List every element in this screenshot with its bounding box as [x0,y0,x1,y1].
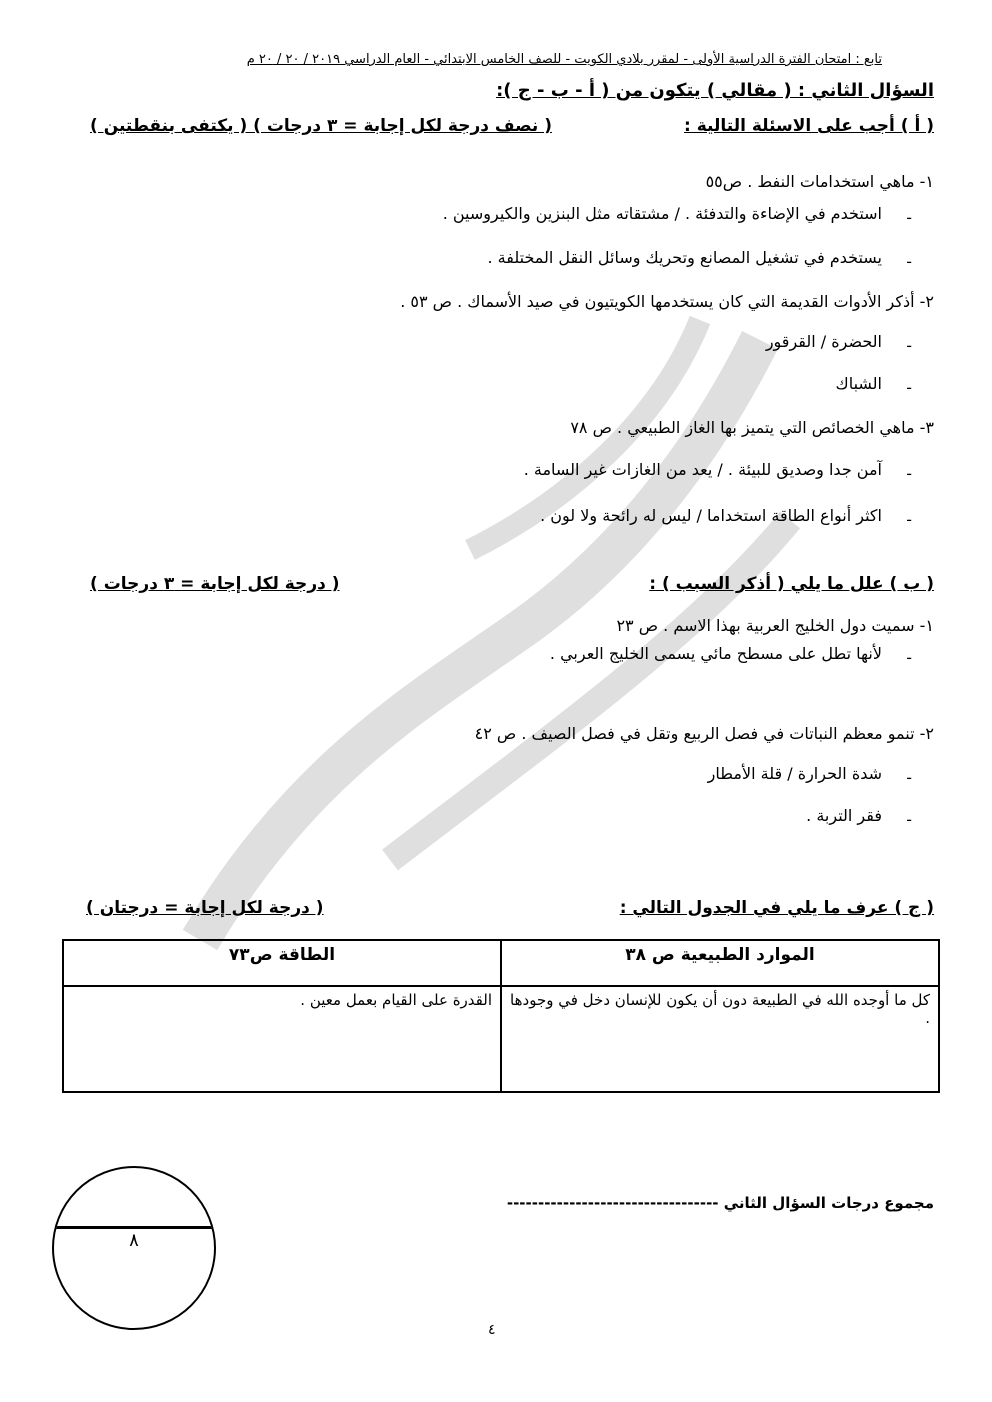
part-b-q1-answer-1: لأنها تطل على مسطح مائي يسمى الخليج العربي . [549,644,882,663]
part-b-marks: ( درجة لكل إجابة = ٣ درجات ) [90,574,340,594]
part-a-q3-answer-2: اكثر أنواع الطاقة استخداما / ليس له رائحة ولا لون . [540,506,882,525]
bullet-dash: - [906,464,912,483]
score-circle [52,1166,216,1330]
bullet-dash: - [906,510,912,529]
part-b-q2-answer-2: فقر التربة . [806,806,882,825]
part-a-q3-answer-1: آمن جدا وصديق للبيئة . / يعد من الغازات غير السامة . [523,460,882,479]
part-a-q1: ١- ماهي استخدامات النفط . ص٥٥ [705,172,934,191]
table-cell-natural-resources: كل ما أوجده الله في الطبيعة دون أن يكون للإنسان دخل في وجودها . [501,986,939,1092]
bullet-dash: - [906,768,912,787]
table-cell-energy: القدرة على القيام بعمل معين . [63,986,501,1092]
bullet-dash: - [906,252,912,271]
part-b-title: ( ب ) علل ما يلي ( أذكر السبب ) : [649,574,934,594]
part-a-q1-answer-2: يستخدم في تشغيل المصانع وتحريك وسائل النقل المختلفة . [487,248,882,267]
exam-header: تابع : امتحان الفترة الدراسية الأولى - لمقرر بلادي الكويت - للصف الخامس الابتدائي - العام الدراسي ٢٠١٩ / ٢٠ / ٢٠ م [246,52,882,67]
part-c-title: ( ج ) عرف ما يلي في الجدول التالي : [619,898,934,918]
bullet-dash: - [906,378,912,397]
part-a-q3: ٣- ماهي الخصائص التي يتميز بها الغاز الطبيعي . ص ٧٨ [570,418,934,437]
score-divider [54,1226,214,1229]
part-a-q2-answer-1: الحضرة / القرقور [765,332,882,351]
table-header-natural-resources: الموارد الطبيعية ص ٣٨ [501,940,939,986]
table-header-energy: الطاقة ص٧٣ [63,940,501,986]
bullet-dash: - [906,648,912,667]
bullet-dash: - [906,810,912,829]
part-a-q2: ٢- أذكر الأدوات القديمة التي كان يستخدمها الكويتيون في صيد الأسماك . ص ٥٣ . [400,292,934,311]
bullet-dash: - [906,208,912,227]
part-a-title: ( أ ) أجب على الاسئلة التالية : [684,116,934,136]
part-a-q1-answer-1: استخدم في الإضاءة والتدفئة . / مشتقاته مثل البنزين والكيروسين . [442,204,882,223]
part-b-q2-answer-1: شدة الحرارة / قلة الأمطار [707,764,882,783]
question-title: السؤال الثاني : ( مقالي ) يتكون من ( أ - ب - ج ): [496,80,934,101]
part-c-marks: ( درجة لكل إجابة = درجتان ) [86,898,324,918]
part-a-q2-answer-2: الشباك [835,374,882,393]
total-marks-label: مجموع درجات السؤال الثاني ---------------------------------- [506,1194,934,1212]
part-b-q2: ٢- تنمو معظم النباتات في فصل الربيع وتقل في فصل الصيف . ص ٤٢ [474,724,934,743]
page-number: ٤ [488,1322,496,1338]
definitions-table [62,939,940,1093]
part-b-q1: ١- سميت دول الخليج العربية بهذا الاسم . ص ٢٣ [616,616,934,635]
part-a-marks: ( نصف درجة لكل إجابة = ٣ درجات ) ( يكتفى بنقطتين ) [90,116,552,136]
score-value: ٨ [129,1230,139,1251]
bullet-dash: - [906,336,912,355]
